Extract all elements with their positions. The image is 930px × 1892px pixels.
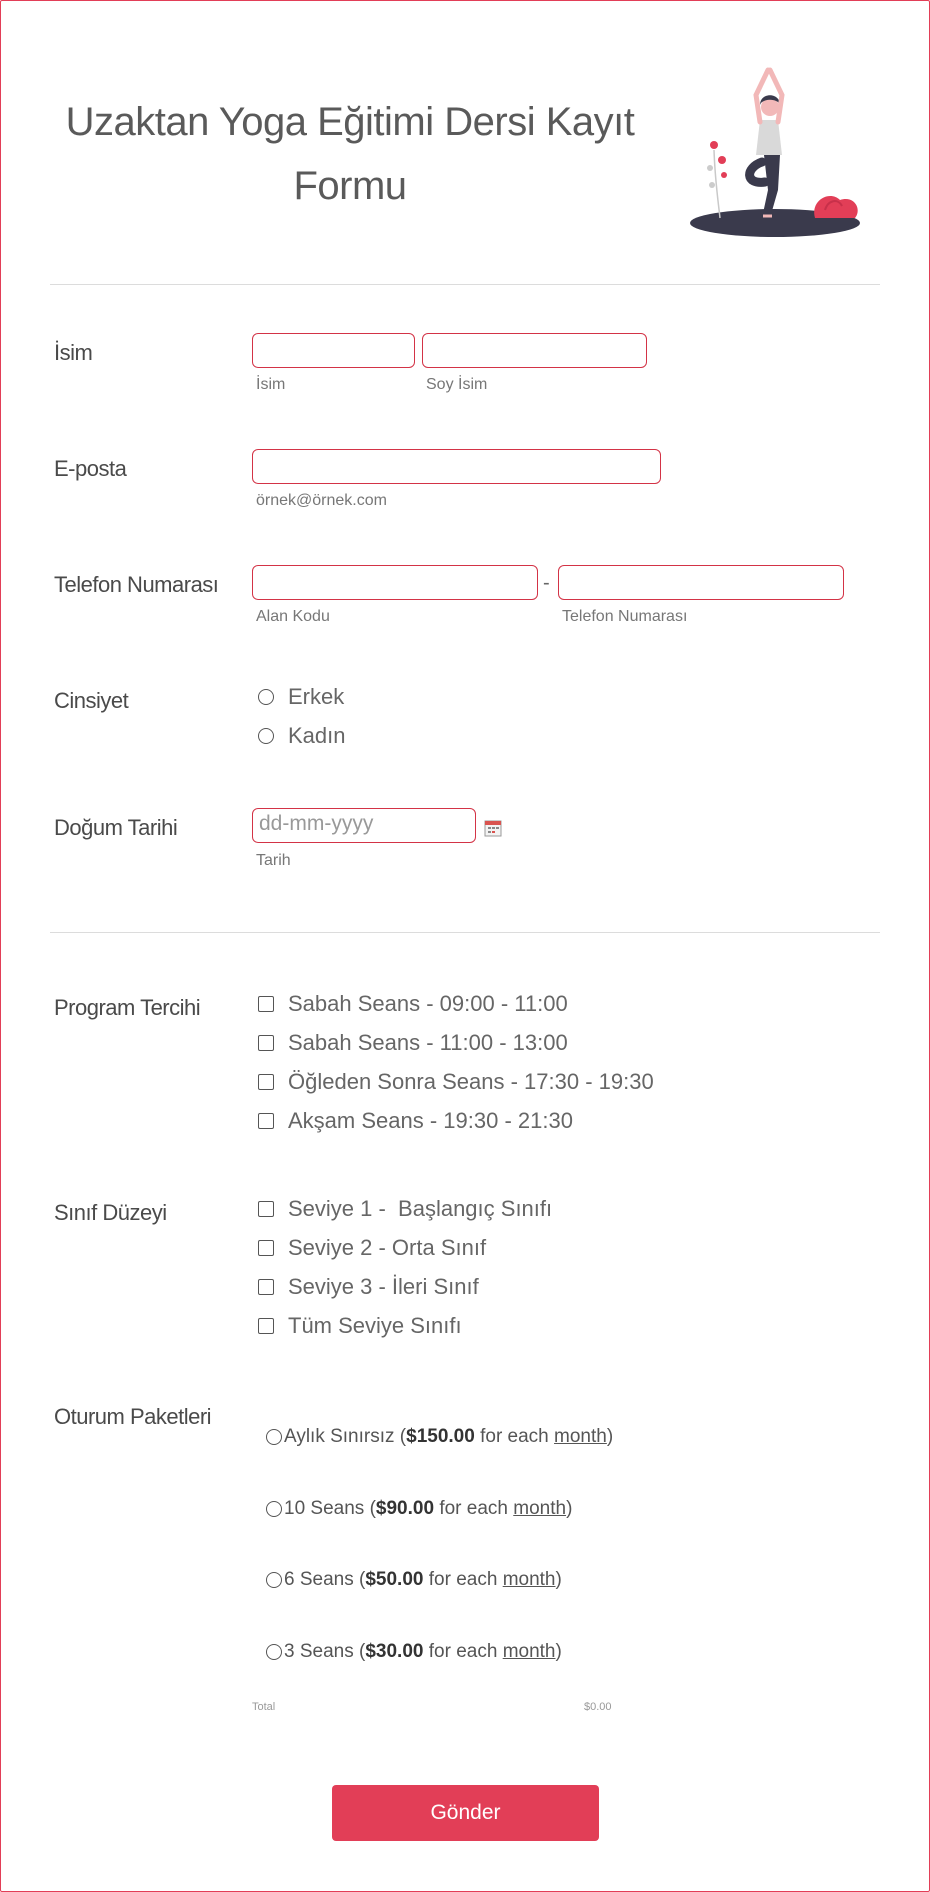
area-code-sublabel: Alan Kodu (256, 608, 330, 625)
phone-label: Telefon Numarası (54, 572, 219, 597)
gender-label: Cinsiyet (54, 688, 129, 713)
section-divider (50, 932, 880, 933)
level-option[interactable]: Tüm Seviye Sınıfı (258, 1313, 462, 1339)
area-code-input[interactable] (252, 565, 538, 600)
first-name-input[interactable] (252, 333, 415, 368)
package-option[interactable]: 10 Seans ($90.00 for each month) (266, 1498, 572, 1520)
program-label: Program Tercihi (54, 995, 201, 1020)
level-option[interactable]: Seviye 2 - Orta Sınıf (258, 1235, 486, 1261)
total-label: Total (252, 1701, 276, 1713)
checkbox[interactable] (258, 1279, 274, 1295)
program-option[interactable]: Öğleden Sonra Seans - 17:30 - 19:30 (258, 1069, 654, 1095)
checkbox[interactable] (258, 1240, 274, 1256)
phone-number-sublabel: Telefon Numarası (562, 608, 688, 625)
name-label: İsim (54, 340, 93, 365)
gender-option-female[interactable]: Kadın (258, 723, 346, 749)
gender-option-male[interactable]: Erkek (258, 684, 344, 710)
last-name-input[interactable] (422, 333, 647, 368)
submit-button[interactable]: Gönder (332, 1785, 599, 1841)
packages-label: Oturum Paketleri (54, 1404, 212, 1429)
checkbox[interactable] (258, 1074, 274, 1090)
birth-date-label: Doğum Tarihi (54, 815, 178, 840)
last-name-sublabel: Soy İsim (426, 376, 488, 393)
radio-button[interactable] (266, 1501, 282, 1517)
program-option[interactable]: Akşam Seans - 19:30 - 21:30 (258, 1108, 573, 1134)
email-sublabel: örnek@örnek.com (256, 492, 387, 509)
phone-separator: - (543, 572, 550, 594)
calendar-icon[interactable] (484, 819, 502, 837)
radio-button[interactable] (266, 1644, 282, 1660)
email-input[interactable] (252, 449, 661, 484)
package-option[interactable]: 3 Seans ($30.00 for each month) (266, 1641, 562, 1663)
email-label: E-posta (54, 456, 127, 481)
level-option[interactable]: Seviye 1 - Başlangıç Sınıfı (258, 1196, 552, 1222)
yoga-woman-illustration (690, 50, 870, 245)
program-option[interactable]: Sabah Seans - 11:00 - 13:00 (258, 1030, 568, 1056)
checkbox[interactable] (258, 996, 274, 1012)
package-option[interactable]: Aylık Sınırsız ($150.00 for each month) (266, 1426, 613, 1448)
level-option[interactable]: Seviye 3 - İleri Sınıf (258, 1274, 479, 1300)
program-option[interactable]: Sabah Seans - 09:00 - 11:00 (258, 991, 568, 1017)
radio-button[interactable] (266, 1429, 282, 1445)
radio-button[interactable] (258, 728, 274, 744)
checkbox[interactable] (258, 1201, 274, 1217)
form-title: Uzaktan Yoga Eğitimi Dersi Kayıt Formu (65, 100, 635, 208)
birth-date-placeholder: dd-mm-yyyy (259, 812, 374, 835)
header-divider (50, 284, 880, 285)
total-value: $0.00 (584, 1701, 612, 1713)
radio-button[interactable] (266, 1572, 282, 1588)
checkbox[interactable] (258, 1318, 274, 1334)
package-option[interactable]: 6 Seans ($50.00 for each month) (266, 1569, 562, 1591)
radio-button[interactable] (258, 689, 274, 705)
level-label: Sınıf Düzeyi (54, 1200, 167, 1225)
first-name-sublabel: İsim (256, 376, 286, 393)
checkbox[interactable] (258, 1113, 274, 1129)
birth-date-sublabel: Tarih (256, 852, 291, 869)
checkbox[interactable] (258, 1035, 274, 1051)
phone-number-input[interactable] (558, 565, 844, 600)
